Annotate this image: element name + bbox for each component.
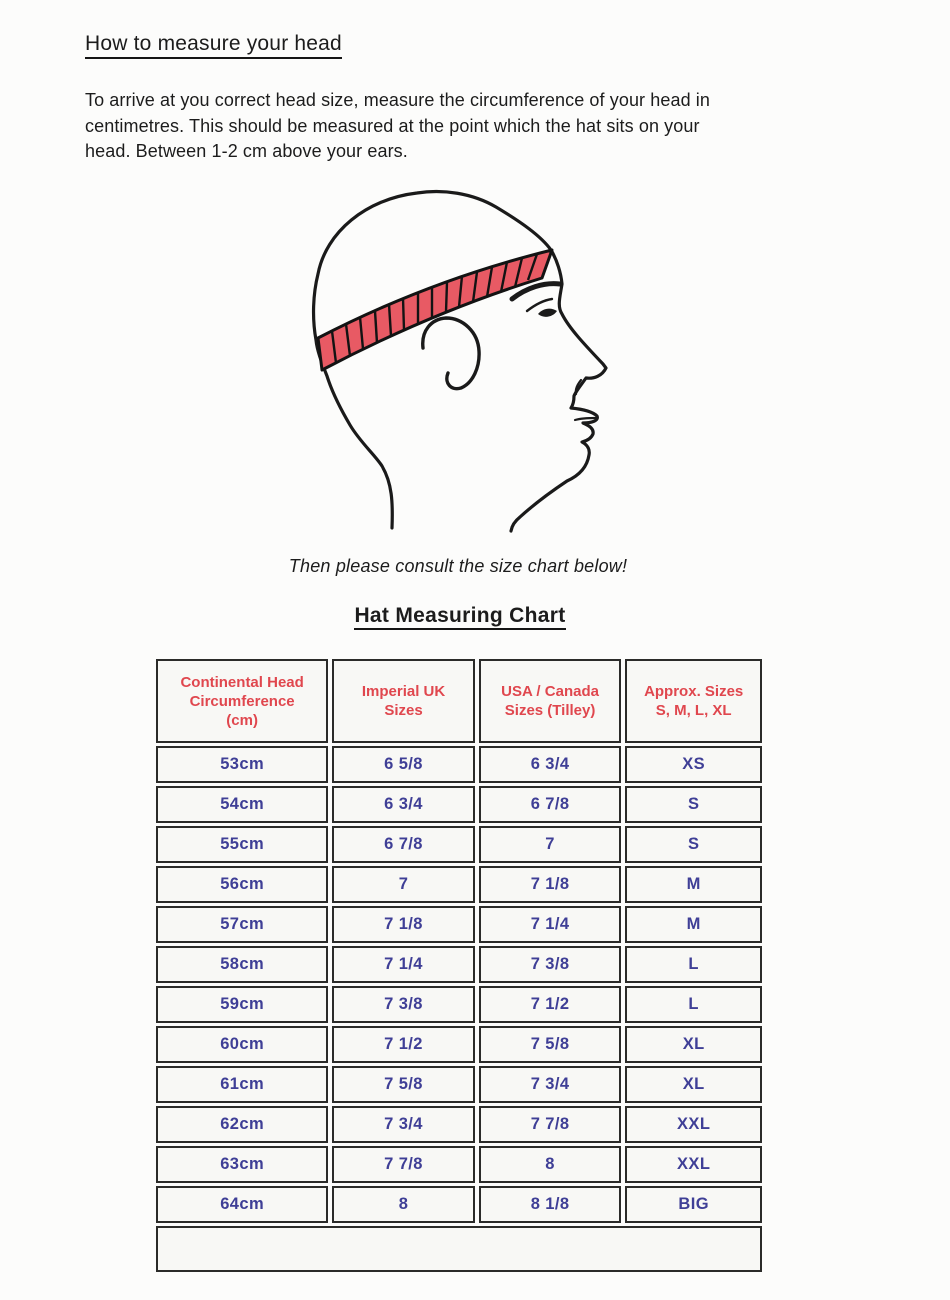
table-cell: 56cm [156, 866, 328, 903]
table-cell: 7 [332, 866, 475, 903]
column-header: Continental Head Circumference (cm) [156, 659, 328, 743]
table-cell: 8 1/8 [479, 1186, 622, 1223]
intro-line: centimetres. This should be measured at the point which the hat sits on your [85, 115, 700, 136]
column-header: Approx. Sizes S, M, L, XL [625, 659, 762, 743]
table-cell: 7 7/8 [332, 1146, 475, 1183]
table-row [156, 1026, 762, 1063]
table-cell: M [625, 866, 762, 903]
table-cell: 7 3/4 [479, 1066, 622, 1103]
table-cell: 53cm [156, 746, 328, 783]
table-row [156, 746, 762, 783]
head-profile-svg [280, 180, 680, 560]
size-table-header-row [156, 659, 762, 743]
eye-shape [538, 309, 557, 317]
table-cell: XXL [625, 1106, 762, 1143]
table-row [156, 986, 762, 1023]
head-profile-illustration [280, 180, 680, 560]
table-cell: 64cm [156, 1186, 328, 1223]
table-cell: 6 3/4 [479, 746, 622, 783]
table-cell: 7 3/8 [479, 946, 622, 983]
intro-line: To arrive at you correct head size, measure the circumference of your head in [85, 90, 710, 110]
head-outline-back [314, 192, 551, 528]
table-cell: 55cm [156, 826, 328, 863]
size-chart-caption: Then please consult the size chart below! [288, 556, 628, 576]
table-cell: 7 [479, 826, 622, 863]
table-cell: 59cm [156, 986, 328, 1023]
table-cell: 62cm [156, 1106, 328, 1143]
table-cell: XL [625, 1066, 762, 1103]
ear-outline [423, 318, 479, 389]
intro-line: head. Between 1-2 cm above your ears. [85, 141, 408, 161]
column-header: USA / Canada Sizes (Tilley) [479, 659, 622, 743]
table-row [156, 786, 762, 823]
table-cell: 7 7/8 [479, 1106, 622, 1143]
table-cell: 7 5/8 [479, 1026, 622, 1063]
table-cell: 61cm [156, 1066, 328, 1103]
table-cell: 58cm [156, 946, 328, 983]
empty-cell [156, 1226, 762, 1272]
table-cell: 60cm [156, 1026, 328, 1063]
table-cell: 7 3/8 [332, 986, 475, 1023]
table-cell: 6 7/8 [479, 786, 622, 823]
table-row [156, 1066, 762, 1103]
table-cell: 6 5/8 [332, 746, 475, 783]
column-header: Imperial UK Sizes [332, 659, 475, 743]
table-cell: XS [625, 746, 762, 783]
table-cell: 7 1/4 [332, 946, 475, 983]
table-cell: 7 1/8 [332, 906, 475, 943]
table-cell: 57cm [156, 906, 328, 943]
table-cell: 7 1/2 [479, 986, 622, 1023]
measuring-band [318, 250, 552, 370]
table-row [156, 826, 762, 863]
table-row [156, 906, 762, 943]
table-row [156, 866, 762, 903]
table-cell: L [625, 946, 762, 983]
table-cell: 7 1/2 [332, 1026, 475, 1063]
table-cell: S [625, 826, 762, 863]
table-cell: M [625, 906, 762, 943]
empty-row [156, 1226, 762, 1272]
table-cell: BIG [625, 1186, 762, 1223]
table-cell: 6 3/4 [332, 786, 475, 823]
table-cell: 54cm [156, 786, 328, 823]
measuring-band-strip [318, 250, 552, 370]
page-title: How to measure your head [85, 32, 342, 56]
table-cell: 6 7/8 [332, 826, 475, 863]
table-cell: 8 [332, 1186, 475, 1223]
table-cell: L [625, 986, 762, 1023]
table-row [156, 946, 762, 983]
table-cell: 7 3/4 [332, 1106, 475, 1143]
intro-paragraph [85, 88, 875, 165]
table-cell: 7 5/8 [332, 1066, 475, 1103]
hat-size-table [152, 656, 766, 1275]
size-table-body [156, 746, 762, 1223]
table-cell: 7 1/4 [479, 906, 622, 943]
table-cell: XL [625, 1026, 762, 1063]
table-row [156, 1186, 762, 1223]
chart-title: Hat Measuring Chart [0, 604, 920, 628]
table-cell: 63cm [156, 1146, 328, 1183]
table-cell: 8 [479, 1146, 622, 1183]
table-row [156, 1146, 762, 1183]
table-row [156, 1106, 762, 1143]
table-cell: 7 1/8 [479, 866, 622, 903]
table-cell: XXL [625, 1146, 762, 1183]
table-cell: S [625, 786, 762, 823]
mouth-line [575, 418, 596, 420]
